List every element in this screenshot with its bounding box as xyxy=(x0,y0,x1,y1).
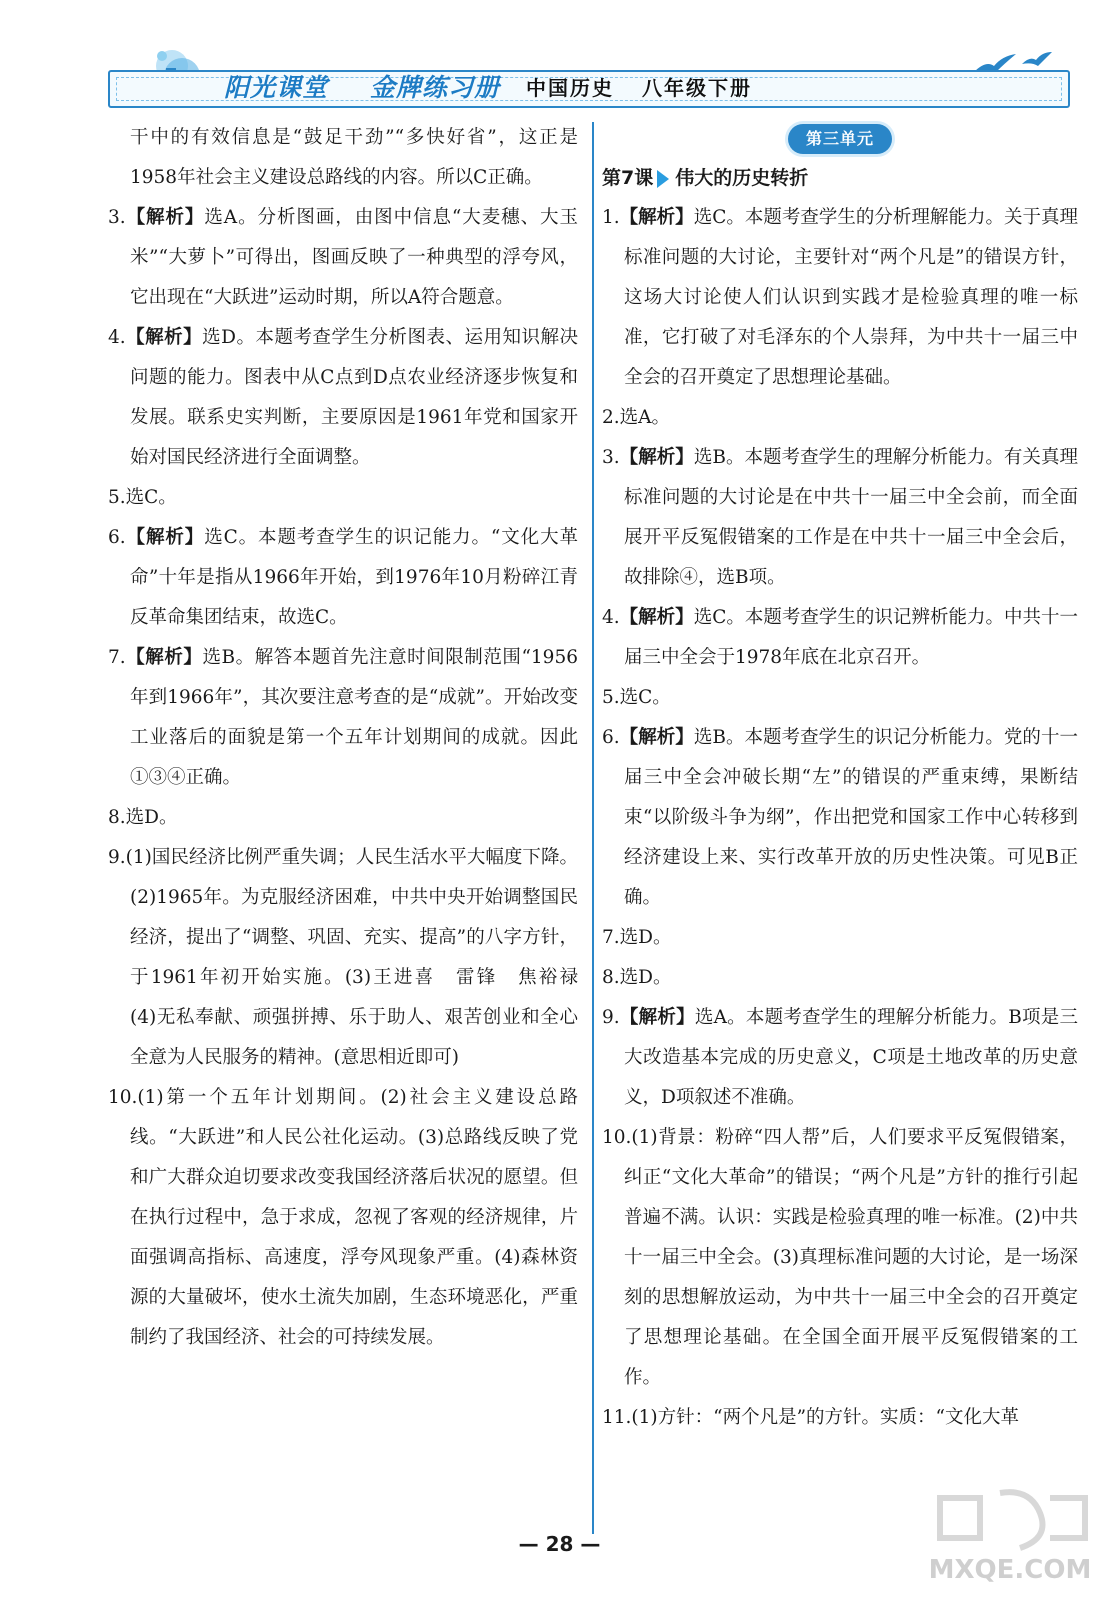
answer-6: 6.【解析】选B。本题考查学生的识记分析能力。党的十一届三中全会冲破长期“左”的错误的严重束缚，果断结束“以阶级斗争为纲”，作出把党和国家工作中心转移到经济建设上来、实行改革开放的历史性决策。可见B正确。 xyxy=(602,727,1078,908)
left-column xyxy=(108,118,597,1358)
answer-5: 5.选C。 xyxy=(602,687,671,708)
answer-7: 7.【解析】选B。解答本题首先注意时间限制范围“1956年到1966年”，其次要注意考查的是“成就”。开始改变工业落后的面貌是第一个五年计划期间的成就。因此①③④正确。 xyxy=(108,647,578,788)
answer-11: 11.(1)方针：“两个凡是”的方针。实质：“文化大革 xyxy=(602,1407,1020,1428)
answer-9: 9.【解析】选A。本题考查学生的理解分析能力。B项是三大改造基本完成的历史意义，C项是土地改革的历史意义，D项叙述不准确。 xyxy=(602,1007,1078,1108)
answer-3: 3.【解析】选B。本题考查学生的理解分析能力。有关真理标准问题的大讨论是在中共十一届三中全会前，而全面展开平反冤假错案的工作是在中共十一届三中全会后，故排除④，选B项。 xyxy=(602,447,1078,588)
answer-4: 4.【解析】选D。本题考查学生分析图表、运用知识解决问题的能力。图表中从C点到D点农业经济逐步恢复和发展。联系史实判断，主要原因是1961年党和国家开始对国民经济进行全面调整。 xyxy=(108,327,578,468)
answer-8: 8.选D。 xyxy=(602,967,672,988)
answer-4: 4.【解析】选C。本题考查学生的识记辨析能力。中共十一届三中全会于1978年底在北京召开。 xyxy=(602,607,1078,668)
arrow-icon xyxy=(657,170,669,188)
answer-5: 5.选C。 xyxy=(108,487,177,508)
answer-10: 10.(1)背景：粉碎“四人帮”后，人们要求平反冤假错案，纠正“文化大革命”的错误；“两个凡是”方针的推行引起普遍不满。认识：实践是检验真理的唯一标准。(2)中共十一届三中全会。(3)真理标准问题的大讨论，是一场深刻的思想解放运动，为中共十一届三中全会的召开奠定了思想理论基础。在全国全面开展平反冤假错案的工作。 xyxy=(602,1127,1078,1388)
answer-10: 10.(1)第一个五年计划期间。(2)社会主义建设总路线。“大跃进”和人民公社化运动。(3)总路线反映了党和广大群众迫切要求改变我国经济落后状况的愿望。但在执行过程中，急于求成，忽视了客观的经济规律，片面强调高指标、高速度，浮夸风现象严重。(4)森林资源的大量破坏，使水土流失加剧，生态环境恶化，严重制约了我国经济、社会的可持续发展。 xyxy=(108,1087,578,1348)
grade-label: 八年级下册 xyxy=(642,76,752,100)
watermark-logo xyxy=(920,1478,1100,1588)
unit-badge: 第三单元 xyxy=(788,124,892,154)
series-title: 金牌练习册 xyxy=(370,73,501,102)
answer-8: 8.选D。 xyxy=(108,807,178,828)
lesson-heading xyxy=(602,158,1078,198)
lesson-title: 伟大的历史转折 xyxy=(675,167,809,189)
brand-title: 阳光课堂 xyxy=(224,73,329,102)
birds-icon xyxy=(964,42,1064,82)
answer-continued: 干中的有效信息是“鼓足干劲”“多快好省”，这正是1958年社会主义建设总路线的内容。所以C正确。 xyxy=(130,127,578,188)
answer-3: 3.【解析】选A。分析图画，由图中信息“大麦穗、大玉米”“大萝卜”可得出，图画反映了一种典型的浮夸风，它出现在“大跃进”运动时期，所以A符合题意。 xyxy=(108,207,578,308)
answer-1: 1.【解析】选C。本题考查学生的分析理解能力。关于真理标准问题的大讨论，主要针对“两个凡是”的错误方针，这场大讨论使人们认识到实践才是检验真理的唯一标准，它打破了对毛泽东的个人崇拜，为中共十一届三中全会的召开奠定了思想理论基础。 xyxy=(602,207,1078,388)
right-column xyxy=(602,118,1078,1438)
lesson-number: 第7课 xyxy=(602,167,654,189)
answer-2: 2.选A。 xyxy=(602,407,671,428)
svg-text:MXQE.COM: MXQE.COM xyxy=(928,1555,1092,1585)
column-divider xyxy=(592,122,594,1534)
subject-label: 中国历史 xyxy=(526,76,614,100)
page-header xyxy=(108,42,1066,108)
page-number: — 28 — xyxy=(518,1532,601,1556)
answer-7: 7.选D。 xyxy=(602,927,672,948)
answer-6: 6.【解析】选C。本题考查学生的识记能力。“文化大革命”十年是指从1966年开始，到1976年10月粉碎江青反革命集团结束，故选C。 xyxy=(108,527,578,628)
answer-9: 9.(1)国民经济比例严重失调；人民生活水平大幅度下降。(2)1965年。为克服经济困难，中共中央开始调整国民经济，提出了“调整、巩固、充实、提高”的八字方针，于1961年初开始实施。(3)王进喜 雷锋 焦裕禄 (4)无私奉献、顽强拼搏、乐于助人、艰苦创业和全心全意为人民服务的精神。(意思相近即可) xyxy=(108,847,597,1068)
